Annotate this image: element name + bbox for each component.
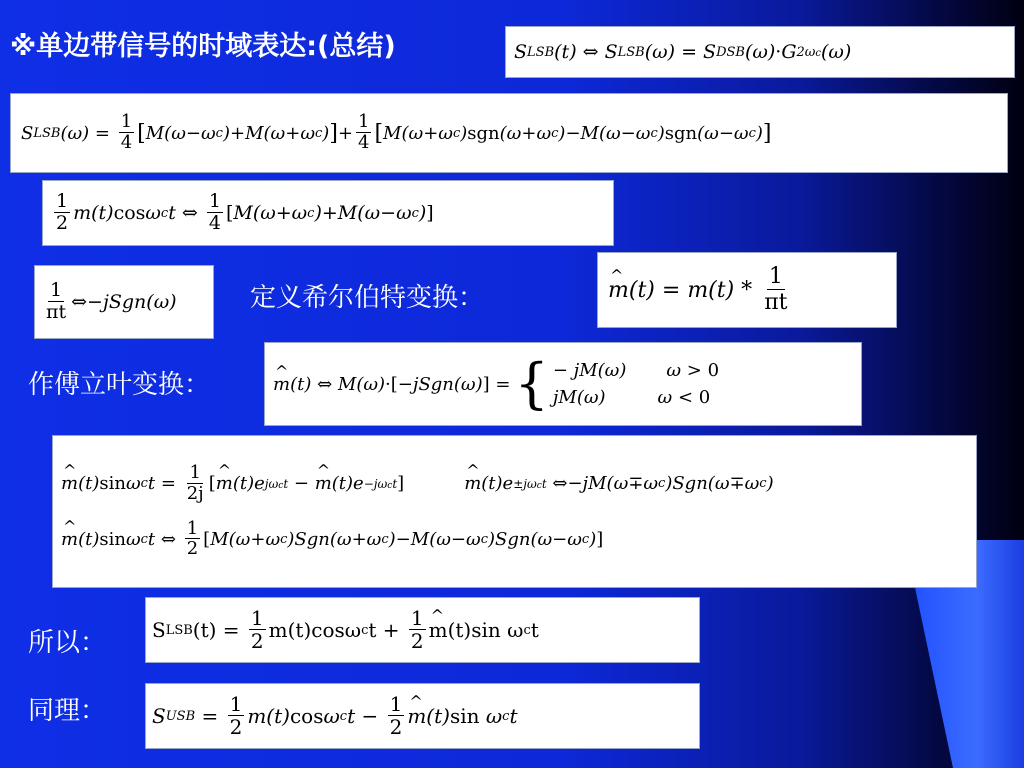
formula-usb-time-domain: S USB = $\frac{1}{2}$ m(t) cos ω c t − $\frac{1}{2}$ ^ m (t) sin ω c t [145, 683, 700, 749]
label-similarly: 同理： [28, 696, 107, 726]
formula-hilbert-spectrum: ^ m (t) ⇔ M(ω) ·[− jSgn(ω) ] = { − jM(ω) ω > 0 jM(ω) ω < 0 [264, 342, 862, 426]
formula-lsb-spectrum: S LSB (ω) = $\frac{1}{4}$ [ M(ω − ω c ) + M(ω + ω c ) ] + $\frac{1}{4}$ [ M(ω + ω c ) sgn (ω + ω c ) − M(ω − ω c ) sgn (ω − ω c ) ] [10, 93, 1008, 173]
slide-title: ※单边带信号的时域表达:(总结) [10, 31, 396, 62]
formula-sin-expansion: ^ m (t) sin ω c t = $\frac{1}{2j}$ [ ^ m (t)e jωct − ^ m (t)e −jωct ] ^ m (t)e ±jωct ⇔− jM(ω ∓ ω c )Sgn(ω ∓ ω c ) [61, 463, 774, 504]
formula-lsb-definition: S LSB ( t ) ⇔ S LSB (ω) = S DSB (ω) · G 2ωc (ω) [505, 26, 1015, 78]
label-fourier-transform: 作傅立叶变换： [28, 370, 211, 400]
formula-sin-transform: ^ m (t) sin ω c t ⇔ $\frac{1}{2}$ [ M(ω + ω c )Sgn(ω + ω c ) − M(ω − ω c )Sgn(ω − ω c ) ] [61, 519, 603, 560]
formula-lsb-time-domain: S LSB (t) = $\frac{1}{2}$ m(t)cosω c t + $\frac{1}{2}$ ^ m (t)sin ω c t [145, 597, 700, 663]
formula-cos-transform: $\frac{1}{2}$ m(t) cos ω c t ⇔ $\frac{1}{4}$ [ M(ω + ω c ) + M(ω − ω c ) ] [42, 180, 614, 246]
formula-hilbert-kernel: $\frac{1}{\pi t}$ ⇔− jSgn(ω) [34, 265, 214, 339]
formula-sin-derivation [52, 435, 977, 588]
formula-hilbert-definition: ^ m (t) = m(t) * $\frac{1}{\pi t}$ [597, 252, 897, 328]
label-hilbert-definition: 定义希尔伯特变换： [250, 283, 485, 313]
label-therefore: 所以： [28, 628, 107, 658]
